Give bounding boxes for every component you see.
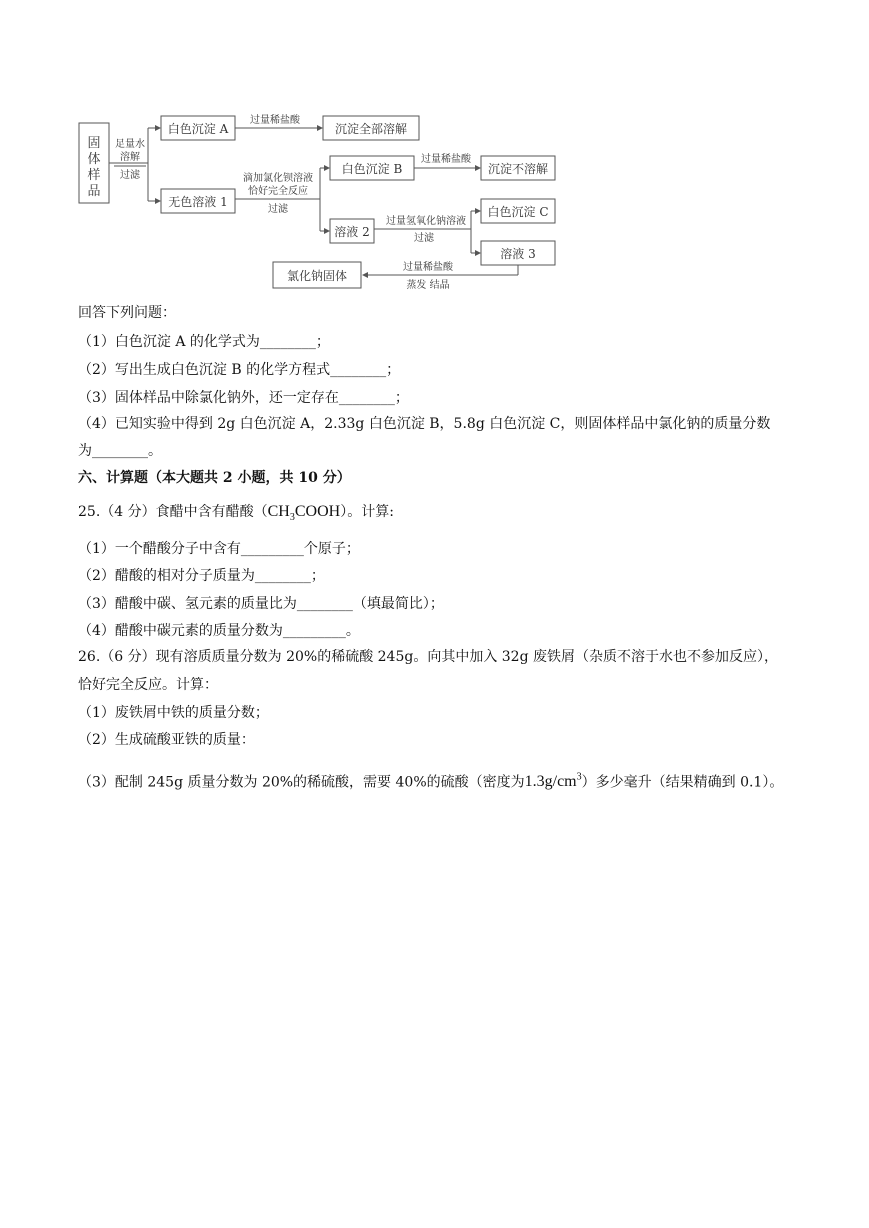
- flowchart-diagram: [0, 0, 869, 300]
- problem-26-q3-pre: （3）配制 245g 质量分数为 20%的稀硫酸，需要 40%的硫酸（密度为: [78, 774, 525, 791]
- problem-26-line-1: 26.（6 分）现有溶质质量分数为 20%的稀硫酸 245g。向其中加入 32g 废铁屑（杂质不溶于水也不参加反应），: [78, 649, 778, 665]
- solution-2: 溶液 2: [334, 225, 370, 239]
- problem-25-stem: [78, 502, 394, 528]
- white-ppt-b: 白色沉淀 B: [341, 162, 403, 176]
- sol3-back-arrow: [362, 272, 368, 278]
- to-sol1-arrow: [155, 198, 161, 204]
- hcl-label-1: 过量稀盐酸: [250, 115, 300, 126]
- problem-26-q2: （2）生成硫酸亚铁的质量：: [78, 732, 255, 748]
- problem-25-q3: （3）醋酸中碳、氢元素的质量比为________（填最简比）；: [78, 596, 444, 612]
- naoh-label-1: 过量氢氧化钠溶液: [386, 216, 466, 227]
- problem-26-q3: [78, 768, 783, 792]
- formula-part-b: COOH: [294, 503, 341, 520]
- step1-bottom-label: 过滤: [120, 170, 140, 181]
- bacl2-label-1: 滴加氯化钡溶液: [243, 173, 313, 184]
- to-sol2-arrow: [324, 228, 330, 234]
- ppt-b-arrow-head: [475, 165, 481, 171]
- question-1: （1）白色沉淀 A 的化学式为________；: [78, 334, 330, 350]
- colorless-1: 无色溶液 1: [168, 195, 228, 209]
- solution-3: 溶液 3: [500, 247, 536, 261]
- intro-text: 回答下列问题：: [78, 305, 176, 321]
- to-ppt-c-arrow: [475, 208, 481, 214]
- problem-25-q4: （4）醋酸中碳元素的质量分数为_________。: [78, 623, 360, 639]
- ppt-a-arrow-head: [317, 125, 323, 131]
- acetic-acid-formula: [267, 503, 341, 524]
- question-4-line-1: （4）已知实验中得到 2g 白色沉淀 A，2.33g 白色沉淀 B，5.8g 白色沉淀 C，则固体样品中氯化钠的质量分数: [78, 416, 771, 432]
- to-sol3-arrow: [475, 250, 481, 256]
- solid-sample-c4: 品: [87, 184, 101, 199]
- naoh-label-2: 过滤: [414, 233, 434, 244]
- bacl2-label-2: 恰好完全反应: [248, 186, 308, 197]
- evap-label: 蒸发 结晶: [406, 280, 450, 291]
- formula-part-a: CH: [267, 503, 290, 520]
- to-ppt-b-arrow: [324, 165, 330, 171]
- problem-25-pre: 25.（4 分）食醋中含有醋酸（: [78, 504, 268, 520]
- solid-sample-c1: 固: [87, 136, 101, 151]
- step1-mid-label: 溶解: [120, 152, 140, 163]
- formula-subscript: 3: [289, 512, 295, 524]
- density-superscript: 3: [576, 772, 582, 783]
- hcl-label-2: 过量稀盐酸: [421, 154, 471, 165]
- all-dissolve: 沉淀全部溶解: [334, 122, 408, 136]
- white-ppt-a: 白色沉淀 A: [167, 122, 229, 136]
- problem-26-q1: （1）废铁屑中铁的质量分数；: [78, 705, 269, 721]
- problem-26-q3-post: ）多少毫升（结果精确到 0.1）。: [581, 774, 784, 791]
- solid-sample-c2: 体: [87, 152, 101, 167]
- to-ppt-a-arrow: [155, 125, 161, 131]
- bacl2-label-3: 过滤: [268, 204, 288, 215]
- problem-25-q2: （2）醋酸的相对分子质量为________；: [78, 568, 325, 584]
- white-ppt-c: 白色沉淀 C: [487, 205, 549, 219]
- problem-26-line-2: 恰好完全反应。计算：: [78, 677, 218, 693]
- density-number: 1.3g/cm: [524, 773, 577, 791]
- question-4-line-2: 为________。: [78, 443, 162, 459]
- question-2: （2）写出生成白色沉淀 B 的化学方程式________；: [78, 362, 401, 378]
- hcl-label-3: 过量稀盐酸: [403, 262, 453, 273]
- solid-sample-c3: 样: [87, 168, 101, 183]
- not-dissolve: 沉淀不溶解: [487, 162, 549, 176]
- section-heading: 六、计算题（本大题共 2 小题，共 10 分）: [78, 470, 351, 486]
- density-value: [525, 773, 582, 790]
- problem-25-q1: （1）一个醋酸分子中含有_________个原子；: [78, 541, 360, 557]
- question-3: （3）固体样品中除氯化钠外，还一定存在________；: [78, 390, 409, 406]
- step1-top-label: 足量水: [115, 139, 145, 150]
- problem-25-post: ）。计算:: [340, 504, 394, 520]
- nacl-solid: 氯化钠固体: [286, 269, 348, 283]
